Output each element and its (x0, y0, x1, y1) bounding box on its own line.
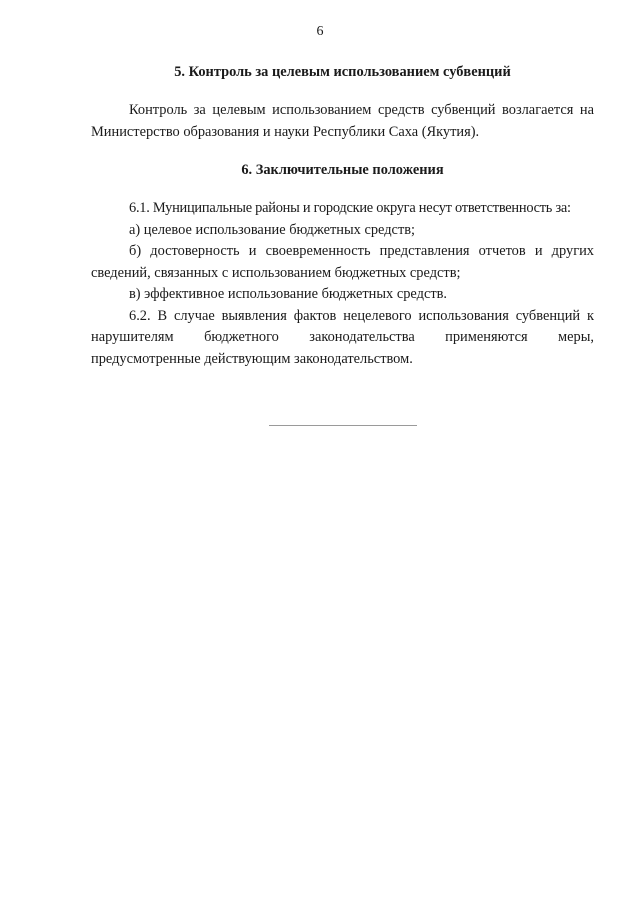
section-5-paragraph: Контроль за целевым использованием средств субвенций возлагается на Министерство образования и науки Республики Саха (Якутия). (91, 102, 594, 140)
section-5-heading: 5. Контроль за целевым использованием субвенций (174, 64, 511, 80)
clause-6-1: 6.1. Муниципальные районы и городские округа несут ответственность за: (129, 200, 571, 216)
page-number: 6 (316, 24, 324, 39)
section-5-body (91, 100, 594, 143)
clause-6-2: 6.2. В случае выявления фактов нецелевого использования субвенций к нарушителям бюджетного законодательства применяются меры, предусмотренные действующим законодательством. (91, 307, 594, 367)
clause-6-1-a: а) целевое использование бюджетных средств; (129, 221, 416, 238)
section-6-body (91, 198, 594, 370)
end-of-document-divider (269, 425, 417, 426)
section-6-heading: 6. Заключительные положения (241, 162, 444, 178)
clause-6-1-b: б) достоверность и своевременность представления отчетов и других сведений, связанных с использованием бюджетных средств; (91, 243, 594, 281)
clause-6-1-c: в) эффективное использование бюджетных средств. (129, 286, 448, 302)
